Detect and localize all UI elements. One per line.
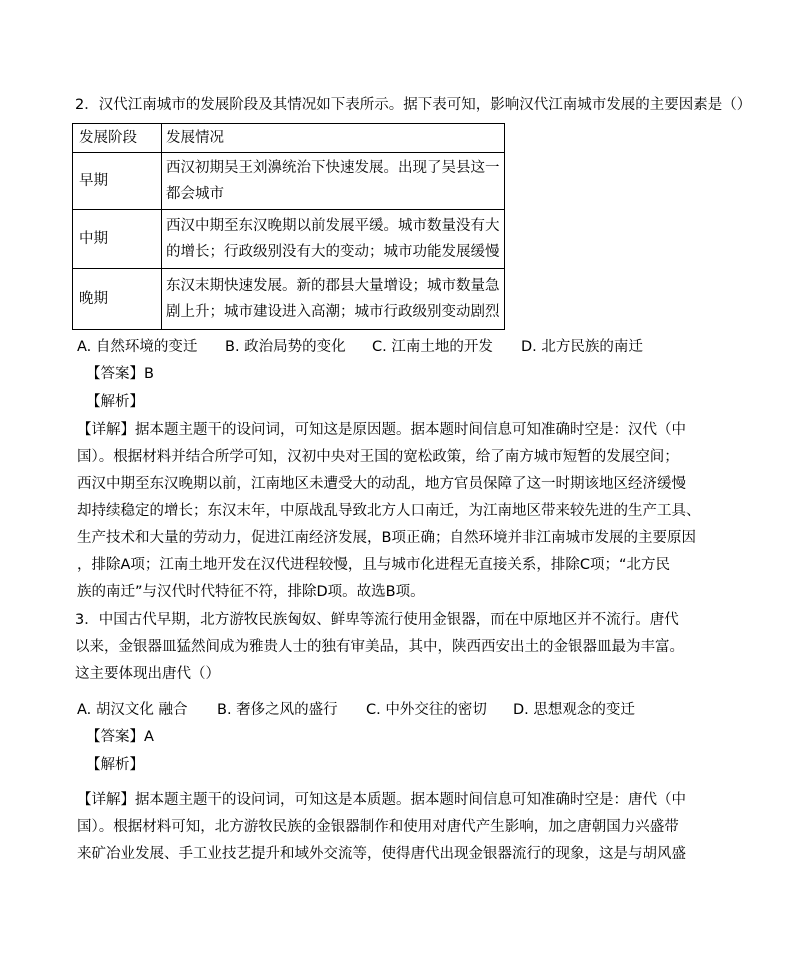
q2-detail-line: 西汉中期至东汉晚期以前，江南地区未遭受大的动乱，地方官员保障了这一时期该地区经济缓慢 [77, 476, 686, 492]
table-cell-stage: 晚期 [73, 269, 162, 330]
table-header-stage: 发展阶段 [73, 124, 162, 153]
q2-analysis-label: 【解析】 [86, 394, 144, 410]
q2-detail-line: 却持续稳定的增长；东汉末年，中原战乱导致北方人口南迁，为江南地区带来较先进的生产工具、 [77, 503, 701, 519]
q3-option-a[interactable]: A. 胡汉文化 融合 [77, 702, 188, 718]
q2-options [77, 337, 643, 357]
table-header-desc: 发展情况 [162, 124, 505, 153]
q2-detail-line: 国）。根据材料并结合所学可知，汉初中央对王国的宽松政策，给了南方城市短暂的发展空间； [77, 449, 679, 465]
q3-detail-line: 来矿冶业发展、手工业技艺提升和域外交流等，使得唐代出现金银器流行的现象，这是与胡风盛 [77, 846, 686, 862]
q3-answer: 【答案】A [86, 729, 154, 745]
q3-detail-line: 国）。根据材料可知，北方游牧民族的金银器制作和使用对唐代产生影响，加之唐朝国力兴盛带 [77, 819, 679, 835]
q2-stem: 2．汉代江南城市的发展阶段及其情况如下表所示。据下表可知，影响汉代江南城市发展的主要因素是（） [75, 97, 752, 113]
q2-table [72, 123, 505, 330]
table-row [73, 269, 505, 330]
q3-option-d[interactable]: D. 思想观念的变迁 [513, 702, 635, 718]
table-cell-stage: 早期 [73, 153, 162, 210]
q3-option-b[interactable]: B. 奢侈之风的盛行 [217, 702, 338, 718]
q3-analysis-label: 【解析】 [86, 757, 144, 773]
table-cell-desc: 西汉初期吴王刘濞统治下快速发展。出现了吴县这一都会城市 [162, 153, 505, 210]
q3-detail-line: 【详解】据本题主题干的设问词，可知这是本质题。据本题时间信息可知准确时空是：唐代（中 [77, 792, 686, 808]
table-cell-desc: 东汉末期快速发展。新的郡县大量增设；城市数量急剧上升；城市建设进入高潮；城市行政级别变动剧烈 [162, 269, 505, 330]
q2-option-a[interactable]: A. 自然环境的变迁 [77, 339, 198, 355]
q2-detail-line: ，排除A项；江南土地开发在汉代进程较慢，且与城市化进程无直接关系，排除C项；“北方民 [77, 557, 671, 573]
q3-option-c[interactable]: C. 中外交往的密切 [366, 702, 487, 718]
q3-stem-line: 3．中国古代早期，北方游牧民族匈奴、鲜卑等流行使用金银器，而在中原地区并不流行。唐代 [75, 612, 679, 628]
q2-answer: 【答案】B [86, 366, 154, 382]
q3-stem-line: 这主要体现出唐代（） [75, 666, 220, 682]
q2-option-c[interactable]: C. 江南土地的开发 [372, 339, 493, 355]
table-cell-desc: 西汉中期至东汉晚期以前发展平缓。城市数量没有大的增长；行政级别没有大的变动；城市功能发展缓慢 [162, 210, 505, 269]
table-cell-stage: 中期 [73, 210, 162, 269]
q2-detail-line: 【详解】据本题主题干的设问词，可知这是原因题。据本题时间信息可知准确时空是：汉代（中 [77, 422, 686, 438]
q2-option-d[interactable]: D. 北方民族的南迁 [521, 339, 643, 355]
q2-detail-line: 生产技术和大量的劳动力，促进江南经济发展，B项正确；自然环境并非江南城市发展的主要原因 [77, 530, 696, 546]
table-row [73, 210, 505, 269]
q3-stem-line: 以来，金银器皿猛然间成为雅贵人士的独有审美品，其中，陕西西安出土的金银器皿最为丰富。 [75, 639, 684, 655]
table-header-row [73, 124, 505, 153]
q2-detail-line: 族的南迁”与汉代时代特征不符，排除D项。故选B项。 [77, 584, 425, 600]
table-row [73, 153, 505, 210]
q3-options [77, 700, 635, 720]
q2-option-b[interactable]: B. 政治局势的变化 [225, 339, 346, 355]
